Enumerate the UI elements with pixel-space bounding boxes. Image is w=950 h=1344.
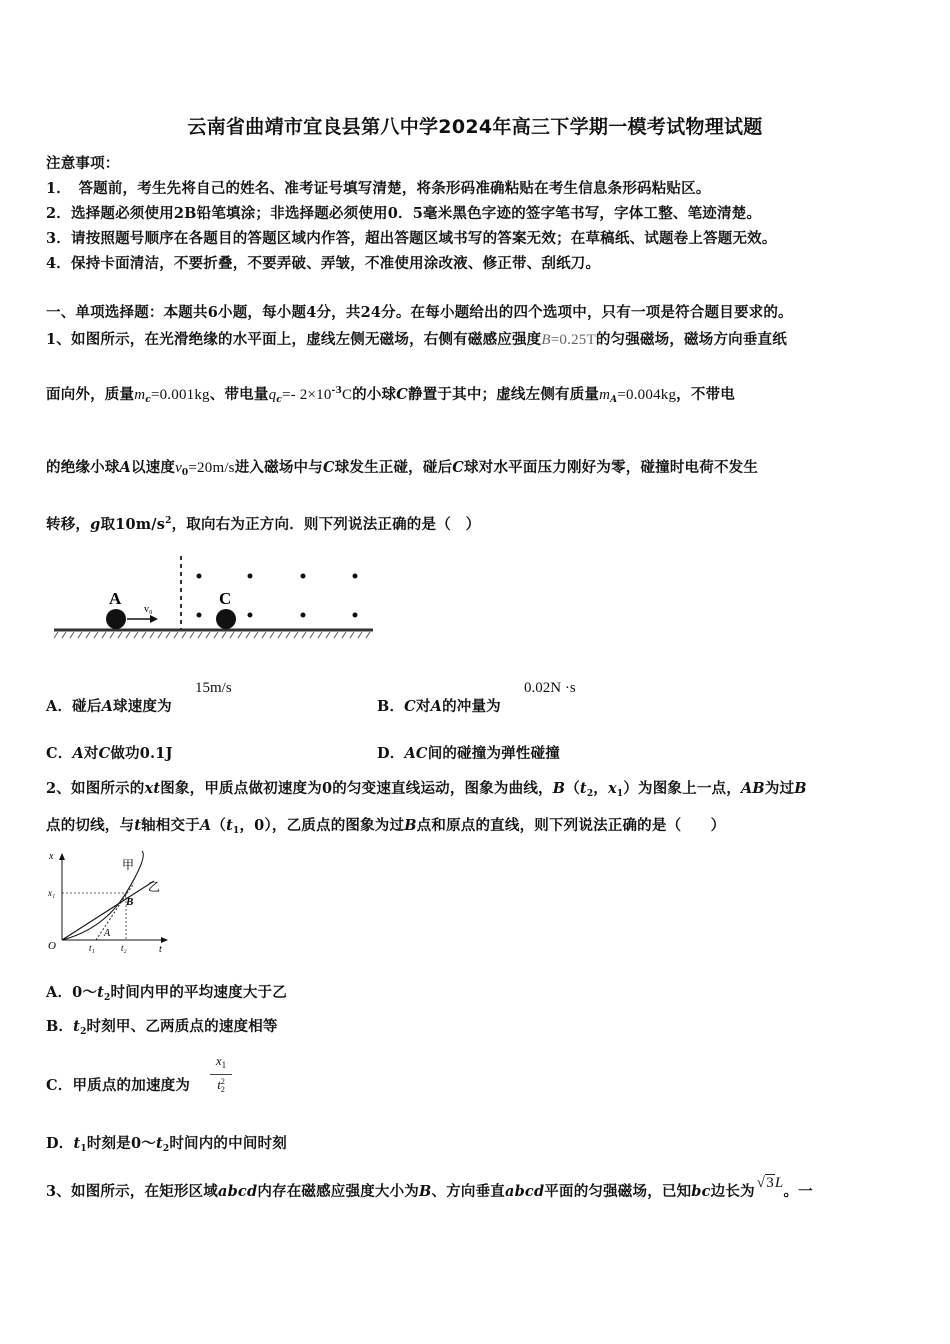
ball-c	[216, 609, 236, 629]
q1-option-b[interactable]: B．C对A的冲量为	[377, 698, 501, 715]
arrow-head-icon	[150, 615, 158, 623]
q2-option-d[interactable]: D．$t_1$时刻是$0\sim t_2$时间内的中间时刻	[46, 1135, 287, 1154]
tangent-ab	[96, 883, 134, 940]
notice-item: 3．请按照题号顺序在各题目的答题区域内作答，超出答题区域书写的答案无效；在草稿纸、试题卷上答题无效。	[46, 230, 777, 247]
q1-option-d[interactable]: D．AC间的碰撞为弹性碰撞	[377, 745, 560, 762]
q2-figure	[44, 845, 174, 955]
q2-option-c-fraction: $x_1$ t2 2	[210, 1053, 232, 1094]
t-axis-arrow-icon	[161, 937, 168, 943]
q1-option-a[interactable]: A．碰后A球速度为	[46, 698, 172, 715]
label-t: t	[159, 944, 162, 955]
q2-option-b[interactable]: B．$t_2$时刻甲、乙两质点的速度相等	[46, 1018, 278, 1037]
label-b: B	[126, 896, 134, 908]
label-a: A	[109, 589, 122, 608]
ball-a	[106, 609, 126, 629]
q1-line4: 转移，g取$10m/s^2$，取向右为正方向．则下列说法正确的是（ ）	[46, 516, 481, 533]
notice-item: 2．选择题必须使用2B铅笔填涂；非选择题必须使用0．5毫米黑色字迹的签字笔书写，字体工整、笔迹清楚。	[46, 205, 762, 222]
notice-item: 4．保持卡面清洁，不要折叠，不要弄破、弄皱，不准使用涂改液、修正带、刮纸刀。	[46, 255, 601, 272]
q2-line1: 2、如图所示的xt图象，甲质点做初速度为0的匀变速直线运动，图象为曲线，$B(t_2$，$x_1$）为图象上一点，AB为过B	[46, 780, 807, 799]
q2-option-c[interactable]: C．甲质点的加速度为	[46, 1077, 191, 1094]
q1-figure	[50, 550, 380, 650]
section-heading: 一、单项选择题：本题共6小题，每小题4分，共24分。在每小题给出的四个选项中，只有一项是符合题目要求的。	[46, 304, 793, 321]
q3-line1: 3、如图所示，在矩形区域abcd内存在磁感应强度大小为B、方向垂直abcd平面的匀强磁场，已知bc边长为 √3L。一	[46, 1175, 813, 1200]
q1-option-c[interactable]: C．A对C做功0.1J	[46, 745, 173, 762]
label-yi: 乙	[148, 880, 161, 894]
q1-line2: 面向外，质量$m_c=0.001kg$、带电量$q_c=-$ $2\times 10^{-3}C$的小球C静置于其中；虚线左侧有质量$m_A=0.004kg$，不带电	[46, 386, 735, 405]
q1-line3: 的绝缘小球A以速度$v_0=20m/s$进入磁场中与C球发生正碰，碰后C球对水平面压力刚好为零，碰撞时电荷不发生	[46, 459, 759, 478]
notice-heading: 注意事项：	[46, 155, 120, 172]
label-x: x	[49, 851, 54, 862]
x-axis-arrow-icon	[59, 853, 65, 860]
q2-option-a[interactable]: A．$0\sim t_2$时间内甲的平均速度大于乙	[46, 984, 287, 1003]
label-a: A	[104, 928, 111, 939]
q1-line1: 1、如图所示，在光滑绝缘的水平面上，虚线左侧无磁场，右侧有磁感应强度B=0.25T的匀强磁场，磁场方向垂直纸	[46, 331, 787, 348]
page-title: 云南省曲靖市宜良县第八中学2024年高三下学期一模考试物理试题	[187, 116, 763, 138]
ground-hatch	[54, 632, 370, 638]
q2-line2: 点的切线，与t轴相交于$A(t_1$，0），乙质点的图象为过B点和原点的直线，则下列说法正确的是（ ）	[46, 817, 726, 836]
q1-option-b-value: 0.02N ·s	[524, 680, 576, 696]
label-t1: t₁	[89, 943, 95, 953]
q1-option-a-value: 15m/s	[195, 680, 232, 696]
label-o: O	[48, 940, 56, 952]
notice-item: 1． 答题前，考生先将自己的姓名、准考证号填写清楚，将条形码准确粘贴在考生信息条形码粘贴区。	[46, 180, 711, 197]
label-c: C	[219, 589, 232, 608]
label-t2: t₂	[121, 943, 127, 953]
label-jia: 甲	[122, 858, 135, 872]
label-x1: x₁	[48, 888, 56, 898]
label-v0: v₀	[144, 604, 153, 615]
